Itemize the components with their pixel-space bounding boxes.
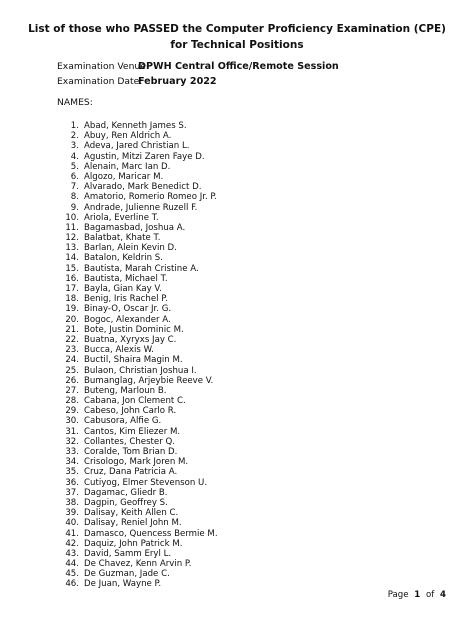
list-item-name: Bagamasbad, Joshua A. <box>84 222 186 233</box>
list-item <box>57 203 218 213</box>
list-item-name: Alvarado, Mark Benedict D. <box>84 182 202 193</box>
date-row <box>57 74 339 89</box>
list-item-name: Batalon, Keldrin S. <box>84 253 163 264</box>
date-value: February 2022 <box>138 76 217 87</box>
list-item-number: 44. <box>65 559 79 570</box>
list-item-number: 16. <box>65 273 79 284</box>
list-item <box>57 447 218 457</box>
list-item <box>57 284 218 294</box>
list-item-number: 5. <box>70 161 79 172</box>
list-item-number: 31. <box>65 426 79 437</box>
list-item-name: Dagamac, Gliedr B. <box>84 487 168 498</box>
list-item <box>57 529 218 539</box>
list-item-name: Crisologo, Mark Joren M. <box>84 457 189 468</box>
list-item-name: Binay-O, Oscar Jr. G. <box>84 304 172 315</box>
list-item <box>57 325 218 335</box>
list-item <box>57 366 218 376</box>
list-item-name: Benig, Iris Rachel P. <box>84 294 168 305</box>
of-word: of <box>425 590 435 600</box>
list-item <box>57 386 218 396</box>
list-item-name: Daquiz, John Patrick M. <box>84 538 183 549</box>
list-item <box>57 121 218 131</box>
venue-label: Examination Venue: <box>57 61 149 72</box>
list-item-number: 29. <box>65 406 79 417</box>
list-item <box>57 508 218 518</box>
list-item <box>57 335 218 345</box>
list-item <box>57 274 218 284</box>
list-item-number: 27. <box>65 385 79 396</box>
list-item-name: Collantes, Chester Q. <box>84 436 175 447</box>
list-item-name: Bucca, Alexis W. <box>84 345 154 356</box>
list-item <box>57 355 218 365</box>
list-item <box>57 253 218 263</box>
list-item-name: Bautista, Michael T. <box>84 273 168 284</box>
list-item-number: 42. <box>65 538 79 549</box>
list-item-number: 10. <box>65 212 79 223</box>
list-item <box>57 416 218 426</box>
list-item <box>57 498 218 508</box>
list-item <box>57 243 218 253</box>
list-item-number: 7. <box>70 182 79 193</box>
list-item <box>57 141 218 151</box>
names-list <box>57 121 218 590</box>
current-page-number: 1 <box>414 590 421 600</box>
list-item-name: Cutiyog, Elmer Stevenson U. <box>84 477 208 488</box>
list-item <box>57 213 218 223</box>
list-item <box>57 304 218 314</box>
list-item-number: 25. <box>65 365 79 376</box>
list-item <box>57 457 218 467</box>
list-item-name: Coralde, Tom Brian D. <box>84 447 178 457</box>
list-item-number: 18. <box>65 294 79 305</box>
list-item <box>57 437 218 447</box>
list-item-name: Barlan, Alein Kevin D. <box>84 243 177 254</box>
list-item-name: Algozo, Maricar M. <box>84 171 164 182</box>
list-item <box>57 406 218 416</box>
list-item-name: Cabana, Jon Clement C. <box>84 396 186 407</box>
list-item-name: Buctil, Shaira Magin M. <box>84 355 183 366</box>
list-item-number: 40. <box>65 518 79 529</box>
list-item-name: Damasco, Quencess Bermie M. <box>84 528 218 539</box>
list-item-number: 26. <box>65 375 79 386</box>
list-item <box>57 539 218 549</box>
list-item-number: 12. <box>65 233 79 244</box>
list-item-number: 19. <box>65 304 79 315</box>
list-item-number: 38. <box>65 497 79 508</box>
list-item-number: 32. <box>65 436 79 447</box>
list-item-number: 13. <box>65 243 79 254</box>
list-item-name: De Juan, Wayne P. <box>84 579 162 590</box>
list-item <box>57 488 218 498</box>
list-item-name: De Guzman, Jade C. <box>84 569 170 580</box>
list-item-name: David, Samm Eryl L. <box>84 548 172 559</box>
title-line-1: List of those who PASSED the Computer Proficiency Examination (CPE) <box>28 23 446 35</box>
venue-row <box>57 59 339 74</box>
list-item-number: 39. <box>65 508 79 519</box>
list-item-name: Dalisay, Keith Allen C. <box>84 508 179 519</box>
list-item-name: Cantos, Kim Eliezer M. <box>84 426 181 437</box>
list-item-name: Ariola, Everline T. <box>84 212 159 223</box>
list-item-number: 22. <box>65 334 79 345</box>
list-item-name: Alenain, Marc Ian D. <box>84 161 171 172</box>
list-item-name: Cruz, Dana Patricia A. <box>84 467 178 478</box>
list-item-number: 4. <box>70 151 79 162</box>
list-item <box>57 192 218 202</box>
list-item <box>57 182 218 192</box>
list-item-number: 23. <box>65 345 79 356</box>
list-item <box>57 376 218 386</box>
list-item-name: Balatbat, Khate T. <box>84 233 161 244</box>
list-item-number: 35. <box>65 467 79 478</box>
list-item-number: 33. <box>65 447 79 457</box>
list-item-name: Cabusora, Alfie G. <box>84 416 162 427</box>
list-item-number: 24. <box>65 355 79 366</box>
list-item-name: Dalisay, Reniel John M. <box>84 518 182 529</box>
list-item <box>57 294 218 304</box>
list-item-number: 6. <box>70 171 79 182</box>
title-line-2: for Technical Positions <box>170 39 304 51</box>
list-item-number: 2. <box>70 131 79 142</box>
venue-value: DPWH Central Office/Remote Session <box>138 61 339 72</box>
list-item-name: Buatna, Xyryxs Jay C. <box>84 334 177 345</box>
list-item-number: 36. <box>65 477 79 488</box>
list-item <box>57 223 218 233</box>
list-item <box>57 549 218 559</box>
list-item-number: 28. <box>65 396 79 407</box>
list-item-number: 15. <box>65 263 79 274</box>
list-item-name: Bote, Justin Dominic M. <box>84 324 184 335</box>
list-item <box>57 315 218 325</box>
list-item-name: De Chavez, Kenn Arvin P. <box>84 559 192 570</box>
list-item-number: 46. <box>65 579 79 590</box>
list-item <box>57 233 218 243</box>
list-item-number: 37. <box>65 487 79 498</box>
list-item-number: 43. <box>65 548 79 559</box>
list-item-name: Bulaon, Christian Joshua I. <box>84 365 197 376</box>
list-item <box>57 345 218 355</box>
list-item <box>57 518 218 528</box>
list-item-name: Abad, Kenneth James S. <box>84 121 187 131</box>
list-item-number: 1. <box>70 121 79 131</box>
list-item <box>57 478 218 488</box>
list-item-name: Adeva, Jared Christian L. <box>84 141 190 152</box>
list-item <box>57 579 218 589</box>
list-item <box>57 131 218 141</box>
list-item-number: 17. <box>65 284 79 294</box>
list-item-name: Buteng, Marloun B. <box>84 385 167 396</box>
page-word: Page <box>387 590 409 600</box>
page-footer <box>388 590 446 600</box>
list-item-number: 45. <box>65 569 79 580</box>
list-item-number: 9. <box>70 202 79 213</box>
names-heading: NAMES: <box>57 97 93 108</box>
list-item-name: Bumanglag, Arjeybie Reeve V. <box>84 375 214 386</box>
date-label: Examination Date: <box>57 76 143 87</box>
list-item-number: 8. <box>70 192 79 203</box>
list-item <box>57 569 218 579</box>
list-item-name: Abuy, Ren Aldrich A. <box>84 131 172 142</box>
list-item-number: 11. <box>65 222 79 233</box>
list-item <box>57 559 218 569</box>
list-item-name: Agustin, Mitzi Zaren Faye D. <box>84 151 205 162</box>
list-item-name: Andrade, Julienne Ruzell F. <box>84 202 198 213</box>
list-item-name: Cabeso, John Carlo R. <box>84 406 177 417</box>
list-item-number: 41. <box>65 528 79 539</box>
document-title <box>0 21 474 53</box>
list-item <box>57 162 218 172</box>
list-item <box>57 152 218 162</box>
exam-details <box>57 59 339 89</box>
list-item-number: 20. <box>65 314 79 325</box>
list-item-number: 14. <box>65 253 79 264</box>
list-item <box>57 264 218 274</box>
list-item-number: 21. <box>65 324 79 335</box>
list-item-name: Dagpin, Geoffrey S. <box>84 497 168 508</box>
list-item <box>57 172 218 182</box>
list-item <box>57 427 218 437</box>
list-item-name: Bautista, Marah Cristine A. <box>84 263 199 274</box>
list-item-name: Amatorio, Romerio Romeo Jr. P. <box>84 192 218 203</box>
list-item-name: Bogoc, Alexander A. <box>84 314 171 325</box>
list-item-number: 34. <box>65 457 79 468</box>
total-page-count: 4 <box>440 590 446 600</box>
list-item <box>57 467 218 477</box>
list-item-number: 3. <box>70 141 79 152</box>
list-item-number: 30. <box>65 416 79 427</box>
list-item-name: Bayla, Gian Kay V. <box>84 284 162 294</box>
list-item <box>57 396 218 406</box>
